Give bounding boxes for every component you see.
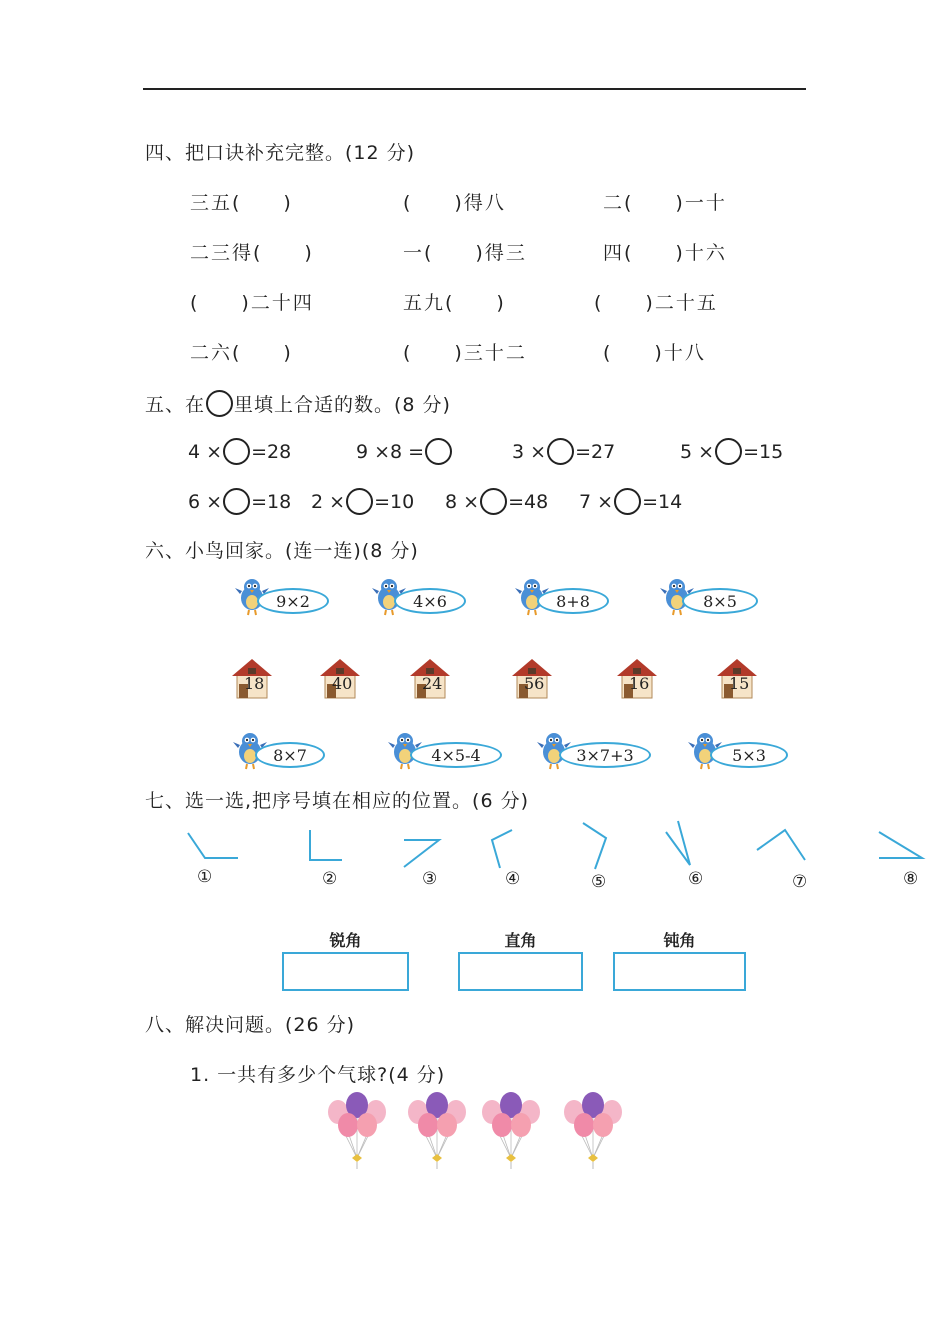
bird[interactable] (537, 730, 657, 770)
question-1: 1. 一共有多少个气球?(4 分) (190, 1064, 446, 1086)
bird-expression: 4×5-4 (410, 742, 502, 768)
balloon-bunch (326, 1092, 388, 1174)
house[interactable] (510, 656, 554, 700)
answer-circle[interactable] (223, 438, 250, 465)
equation (579, 488, 682, 515)
equation-right: =48 (508, 490, 549, 513)
rhyme-item: 二( )一十 (603, 192, 727, 214)
rhyme-item: 三五( ) (190, 192, 293, 214)
house-number: 40 (332, 674, 353, 693)
equation-left: 4 × (188, 440, 223, 463)
house[interactable] (715, 656, 759, 700)
house[interactable] (615, 656, 659, 700)
equation-left: 2 × (311, 490, 346, 513)
answer-circle[interactable] (425, 438, 452, 465)
angle-label: ⑤ (591, 872, 607, 892)
circle-icon (206, 390, 233, 417)
angle-label: ⑦ (792, 872, 808, 892)
balloon-bunch-icon (480, 1092, 542, 1170)
angle-label: ⑧ (903, 869, 919, 889)
bird[interactable] (688, 730, 808, 770)
angle-label: ④ (505, 869, 521, 889)
equation-right: =15 (743, 440, 784, 463)
rhyme-item: ( )二十四 (190, 292, 314, 314)
bird[interactable] (660, 576, 780, 616)
answer-circle[interactable] (614, 488, 641, 515)
balloon-bunch (406, 1092, 468, 1174)
angle-5 (583, 823, 606, 869)
equation (311, 488, 414, 515)
rhyme-item: 二三得( ) (190, 242, 314, 264)
bird[interactable] (388, 730, 508, 770)
angle-label: ① (197, 867, 213, 887)
obtuse-angle-box[interactable] (613, 952, 746, 991)
balloon-bunch (562, 1092, 624, 1174)
answer-circle[interactable] (480, 488, 507, 515)
bird-expression: 5×3 (710, 742, 788, 768)
rhyme-item: 四( )十六 (603, 242, 727, 264)
equation (356, 438, 453, 465)
angle-label: ② (322, 869, 338, 889)
angle-7 (757, 830, 805, 860)
answer-circle[interactable] (547, 438, 574, 465)
bird-expression: 8×7 (255, 742, 325, 768)
bird[interactable] (372, 576, 492, 616)
rhyme-item: ( )三十二 (403, 342, 527, 364)
house-number: 56 (524, 674, 545, 693)
equation (680, 438, 783, 465)
section-7-title: 七、选一选,把序号填在相应的位置。(6 分) (145, 790, 529, 812)
answer-circle[interactable] (223, 488, 250, 515)
house-number: 18 (244, 674, 265, 693)
equation-left: 7 × (579, 490, 614, 513)
bird-expression: 8×5 (682, 588, 758, 614)
angle-3 (404, 840, 439, 867)
bird[interactable] (235, 576, 355, 616)
equation-right: =10 (374, 490, 415, 513)
rhyme-item: ( )得八 (403, 192, 506, 214)
equation (188, 488, 291, 515)
angle-8 (879, 832, 922, 858)
angle-2 (310, 830, 342, 860)
section-5-title (145, 390, 451, 417)
house-number: 24 (422, 674, 443, 693)
rhyme-item: 五九( ) (403, 292, 506, 314)
angle-label: ⑥ (688, 869, 704, 889)
balloon-bunch-icon (326, 1092, 388, 1170)
house[interactable] (230, 656, 274, 700)
section-6-title: 六、小鸟回家。(连一连)(8 分) (145, 540, 419, 562)
section-5-title-start: 五、在 (145, 394, 206, 416)
bird[interactable] (515, 576, 635, 616)
answer-circle[interactable] (346, 488, 373, 515)
equation-left: 8 × (445, 490, 480, 513)
rhyme-item: ( )二十五 (594, 292, 718, 314)
angle-1 (188, 833, 238, 858)
house[interactable] (408, 656, 452, 700)
angle-label: ③ (422, 869, 438, 889)
equation-right: =18 (251, 490, 292, 513)
equation-right: =28 (251, 440, 292, 463)
house[interactable] (318, 656, 362, 700)
equation-left: 5 × (680, 440, 715, 463)
equation-left: 6 × (188, 490, 223, 513)
bird[interactable] (233, 730, 353, 770)
angle-6 (666, 821, 690, 865)
section-4-title: 四、把口诀补充完整。(12 分) (145, 142, 416, 164)
rhyme-item: ( )十八 (603, 342, 706, 364)
balloon-bunch-icon (562, 1092, 624, 1170)
rhyme-item: 一( )得三 (403, 242, 527, 264)
angle-4 (492, 830, 512, 868)
balloon-bunch (480, 1092, 542, 1174)
bird-expression: 4×6 (394, 588, 466, 614)
bird-expression: 8+8 (537, 588, 609, 614)
angle-figures (170, 815, 940, 875)
answer-circle[interactable] (715, 438, 742, 465)
obtuse-angle-label: 钝角 (663, 931, 696, 950)
equation (445, 488, 548, 515)
section-8-title: 八、解决问题。(26 分) (145, 1014, 356, 1036)
equation-right: =14 (642, 490, 683, 513)
rhyme-item: 二六( ) (190, 342, 293, 364)
acute-angle-box[interactable] (282, 952, 409, 991)
equation-right: =27 (575, 440, 616, 463)
top-rule (143, 88, 806, 90)
bird-expression: 9×2 (257, 588, 329, 614)
house-number: 16 (629, 674, 650, 693)
bird-expression: 3×7+3 (559, 742, 651, 768)
balloon-bunch-icon (406, 1092, 468, 1170)
house-number: 15 (729, 674, 750, 693)
equation-left: 9 ×8 = (356, 440, 425, 463)
acute-angle-label: 锐角 (329, 931, 362, 950)
equation (512, 438, 615, 465)
equation-left: 3 × (512, 440, 547, 463)
right-angle-label: 直角 (504, 931, 537, 950)
equation (188, 438, 291, 465)
section-5-title-end: 里填上合适的数。(8 分) (234, 394, 451, 416)
right-angle-box[interactable] (458, 952, 583, 991)
